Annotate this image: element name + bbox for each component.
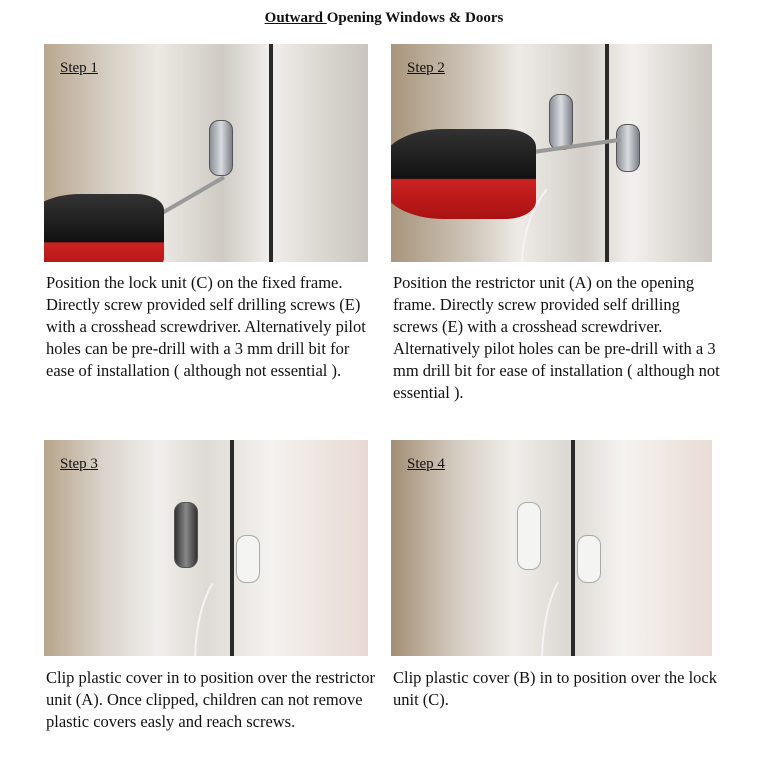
frame-line — [269, 44, 273, 262]
lock-unit-cover — [517, 502, 541, 570]
step-1-photo — [44, 44, 368, 262]
step-4-text: Clip plastic cover (B) in to position over the lock unit (C). — [393, 668, 717, 709]
title-rest: Opening Windows & Doors — [326, 10, 504, 26]
cable — [521, 164, 665, 262]
step-3-photo — [44, 440, 368, 656]
lock-unit-bracket — [174, 502, 198, 568]
step-4-label: Step 4 — [407, 456, 445, 472]
cable — [541, 565, 615, 656]
drill-bit — [158, 176, 225, 217]
step-2-photo — [391, 44, 712, 262]
step-4-photo — [391, 440, 712, 656]
lock-unit-bracket — [549, 94, 573, 150]
title-underlined: Outward — [264, 10, 327, 26]
lock-unit-bracket — [209, 120, 233, 176]
step-2-text: Position the restrictor unit (A) on the opening frame. Directly screw provided self drilling screws (E) with a crosshead screwdriver. Alternatively pilot holes can be pre-drill with a 3 mm drill bit for ease of installation ( although not essential ). — [393, 273, 720, 402]
page-title — [0, 10, 768, 27]
restrictor-unit-bracket — [616, 124, 640, 172]
step-1-text: Position the lock unit (C) on the fixed frame. Directly screw provided self drilling screws (E) with a crosshead screwdriver. Alternatively pilot holes can be pre-drill with a 3 mm drill bit for ease of installation ( although not essential ). — [46, 273, 366, 380]
step-3-label: Step 3 — [60, 456, 98, 472]
step-1-label: Step 1 — [60, 60, 98, 76]
step-2-label: Step 2 — [407, 60, 445, 76]
drill — [44, 194, 164, 262]
step-3-text: Clip plastic cover in to position over the restrictor unit (A). Once clipped, children can not remove plastic covers easly and reach screws. — [46, 668, 376, 731]
cable — [194, 565, 278, 656]
drill — [391, 129, 536, 219]
